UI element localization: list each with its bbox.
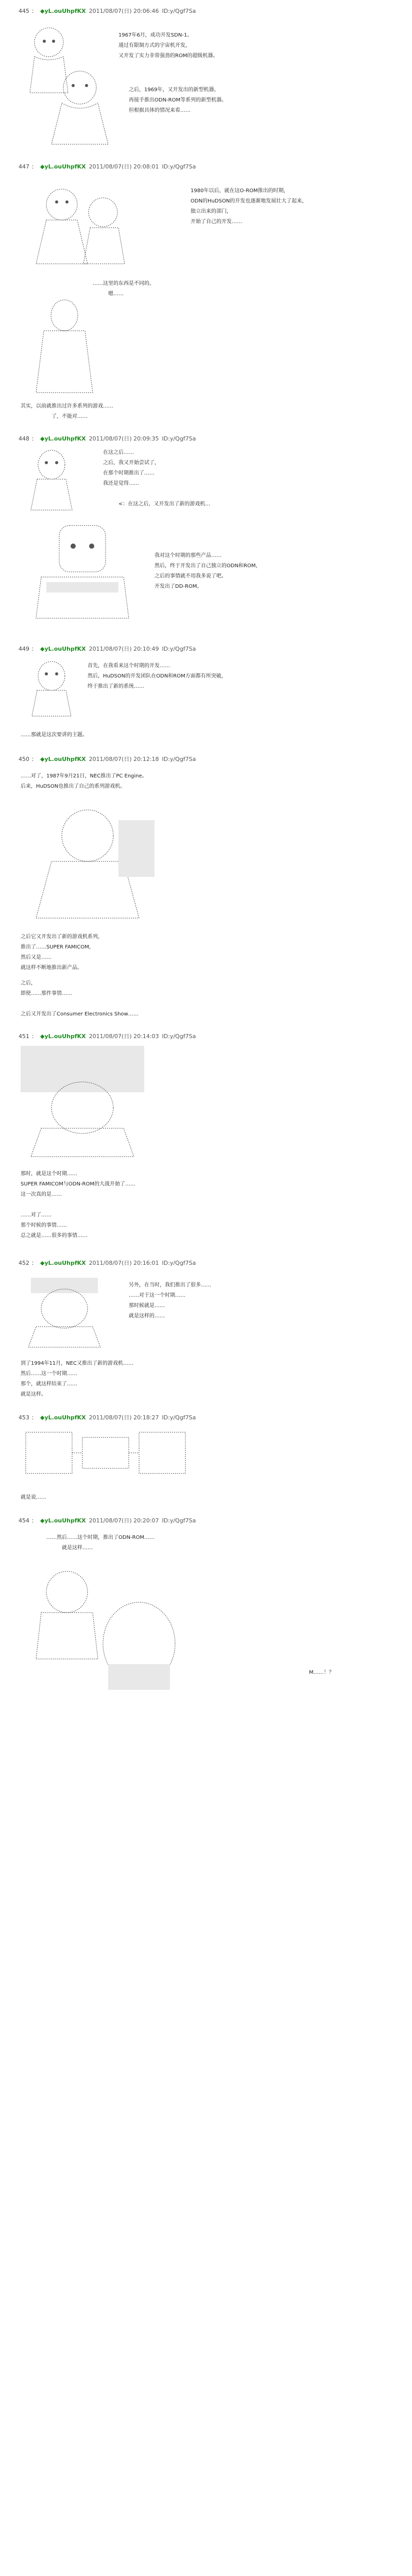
post-line: 然后，终于开发出了自己独立的ODN和ROM， bbox=[154, 563, 261, 569]
post-header: 451 ： ◆yL.ouUhpfKX 2011/08/07(日) 20:14:03 ID:y/Qgf7Sa bbox=[19, 1032, 196, 1040]
author-name[interactable]: ◆yL.ouUhpfKX bbox=[40, 755, 86, 762]
author-name[interactable]: ◆yL.ouUhpfKX bbox=[40, 1259, 86, 1266]
post-line: 1967年6月，成功开发SDN-1。 bbox=[118, 32, 193, 38]
post-line: ……对了…… bbox=[21, 1212, 52, 1218]
final-exclamation: M……！？ bbox=[309, 1670, 334, 1675]
post-line: 再接手推出ODN-ROM等系列的新型机器。 bbox=[129, 97, 227, 103]
post-line: 我对这个时期的那些产品…… bbox=[154, 553, 221, 558]
post-number[interactable]: 454 bbox=[19, 1517, 29, 1524]
ascii-art-scene bbox=[21, 1561, 185, 1695]
post-line: 在那个时期推出了…… bbox=[103, 470, 154, 476]
post-line: 我还是觉得…… bbox=[103, 481, 139, 486]
post-line: 又开发了实力非常强劲的ROM的超级机器。 bbox=[118, 53, 218, 59]
post-id[interactable]: ID:y/Qgf7Sa bbox=[162, 755, 196, 762]
author-name[interactable]: ◆yL.ouUhpfKX bbox=[40, 163, 86, 170]
post-date: 2011/08/07(日) 20:14:03 bbox=[89, 1033, 159, 1040]
post-header: 453 ： ◆yL.ouUhpfKX 2011/08/07(日) 20:18:27 ID:y/Qgf7Sa bbox=[19, 1414, 196, 1421]
post-header: 449 ： ◆yL.ouUhpfKX 2011/08/07(日) 20:10:49 ID:y/Qgf7Sa bbox=[19, 645, 196, 652]
ascii-art-character bbox=[21, 1273, 108, 1350]
post-line: ……然后……这个时期，推出了ODN-ROM…… bbox=[46, 1535, 155, 1540]
post-number[interactable]: 447 bbox=[19, 163, 29, 170]
post-date: 2011/08/07(日) 20:10:49 bbox=[89, 646, 159, 652]
ascii-art-character bbox=[26, 658, 77, 720]
post-line: ……这里的东西是不同的。 bbox=[93, 281, 154, 286]
post-line: 之后， bbox=[21, 980, 36, 986]
post-line: 之后，1969年，又开发出的新型机器， bbox=[129, 87, 219, 93]
post-line: 那个，就这样结束了…… bbox=[21, 1381, 77, 1387]
post-line: SUPER FAMICOM与ODN-ROM的大战开始了…… bbox=[21, 1181, 135, 1187]
post-line: 就这样不断地推出新产品。 bbox=[21, 965, 82, 971]
post-id[interactable]: ID:y/Qgf7Sa bbox=[162, 163, 196, 170]
post-line: 推出了……SUPER FAMICOM， bbox=[21, 944, 94, 950]
post-date: 2011/08/07(日) 20:12:18 bbox=[89, 756, 159, 762]
post-line: 终于推出了新的系统…… bbox=[88, 684, 144, 689]
author-name[interactable]: ◆yL.ouUhpfKX bbox=[40, 1032, 86, 1040]
post-id[interactable]: ID:y/Qgf7Sa bbox=[162, 645, 196, 652]
post-line: 后来，HuDSON也推出了自己的系列游戏机。 bbox=[21, 784, 126, 789]
post-id[interactable]: ID:y/Qgf7Sa bbox=[162, 1032, 196, 1040]
ascii-art-scene bbox=[21, 1046, 144, 1159]
post-line: 但根据具体的情况来看…… bbox=[129, 108, 191, 113]
post-line: 之后又开发出了Consumer Electronics Show…… bbox=[21, 1011, 139, 1017]
post-line: 1980年以后，就在这O-ROM推出的时期， bbox=[191, 188, 289, 194]
post-id[interactable]: ID:y/Qgf7Sa bbox=[162, 435, 196, 442]
post-date: 2011/08/07(日) 20:08:01 bbox=[89, 163, 159, 170]
ascii-art-character bbox=[31, 800, 165, 923]
post-line: <：在这之后，又开发出了新的游戏机… bbox=[118, 501, 211, 507]
post-line: 然后又是…… bbox=[21, 955, 52, 960]
post-id[interactable]: ID:y/Qgf7Sa bbox=[162, 1259, 196, 1266]
post-line: 那个时候的事情…… bbox=[21, 1223, 67, 1228]
post-number[interactable]: 445 bbox=[19, 7, 29, 14]
post-date: 2011/08/07(日) 20:06:46 bbox=[89, 8, 159, 14]
post-line: 了，不能对…… bbox=[52, 414, 88, 419]
author-name[interactable]: ◆yL.ouUhpfKX bbox=[40, 435, 86, 442]
post-id[interactable]: ID:y/Qgf7Sa bbox=[162, 7, 196, 14]
post-date: 2011/08/07(日) 20:16:01 bbox=[89, 1260, 159, 1266]
post-number[interactable]: 449 bbox=[19, 645, 29, 652]
post-line: 那时候就是…… bbox=[129, 1303, 165, 1309]
post-line: ODN的HuDSON的开发也逐渐地发展壮大了起来， bbox=[191, 198, 307, 204]
post-line: 之后它又开发出了新的游戏机系列， bbox=[21, 934, 103, 940]
ascii-art-character bbox=[41, 67, 118, 149]
post-line: 就是这样。 bbox=[21, 1392, 46, 1397]
post-number[interactable]: 453 bbox=[19, 1414, 29, 1421]
author-name[interactable]: ◆yL.ouUhpfKX bbox=[40, 645, 86, 652]
post-header: 448 ： ◆yL.ouUhpfKX 2011/08/07(日) 20:09:35 ID:y/Qgf7Sa bbox=[19, 435, 196, 442]
post-line: 然后，HuDSON的开发团队在ODN和ROM方面都有所突破， bbox=[88, 673, 227, 679]
post-line: 嗯…… bbox=[108, 291, 124, 297]
post-line: 开始了自己的开发…… bbox=[191, 219, 242, 225]
post-line: ……对了，1987年9月21日，NEC推出了PC Engine。 bbox=[21, 773, 147, 779]
post-line: 另外，在当时，我们推出了很多…… bbox=[129, 1282, 211, 1288]
post-line: 然后……这一个时期…… bbox=[21, 1371, 77, 1377]
post-date: 2011/08/07(日) 20:20:07 bbox=[89, 1517, 159, 1524]
post-line: 这一次真的是…… bbox=[21, 1192, 62, 1197]
post-line: 之后，我又开始尝试了， bbox=[103, 460, 160, 466]
author-name[interactable]: ◆yL.ouUhpfKX bbox=[40, 7, 86, 14]
post-line: 即使……那件事情…… bbox=[21, 991, 72, 996]
post-line: 就是这样的…… bbox=[129, 1313, 165, 1319]
ascii-art-character bbox=[31, 181, 129, 269]
ascii-art-character bbox=[26, 448, 77, 515]
post-line: ……那就是这次要讲的主题。 bbox=[21, 732, 88, 738]
post-header: 452 ： ◆yL.ouUhpfKX 2011/08/07(日) 20:16:01 ID:y/Qgf7Sa bbox=[19, 1259, 196, 1266]
post-number[interactable]: 451 bbox=[19, 1032, 29, 1040]
post-line: 就是说…… bbox=[21, 1495, 46, 1500]
post-header: 445 ： ◆yL.ouUhpfKX 2011/08/07(日) 20:06:46 ID:y/Qgf7Sa bbox=[19, 7, 196, 14]
post-id[interactable]: ID:y/Qgf7Sa bbox=[162, 1517, 196, 1524]
post-line: 通过有限制方式的宇宙机开发， bbox=[118, 43, 191, 48]
post-line: ……对于这一个时期…… bbox=[129, 1293, 185, 1298]
post-number[interactable]: 452 bbox=[19, 1259, 29, 1266]
post-line: 总之就是……很多的事情…… bbox=[21, 1233, 88, 1239]
ascii-art-character bbox=[26, 295, 103, 398]
post-line: 其实，以前就推出过许多系列的游戏…… bbox=[21, 403, 113, 409]
post-line: 之后的事情就不用我多说了吧。 bbox=[154, 573, 227, 579]
post-line: 在这之后…… bbox=[103, 450, 134, 455]
ascii-art-character bbox=[31, 520, 134, 623]
post-line: 那时，就是这个时期…… bbox=[21, 1171, 77, 1177]
post-line: 首先，在我看来这个时期的开发…… bbox=[88, 663, 170, 669]
post-number[interactable]: 448 bbox=[19, 435, 29, 442]
post-line: 就是这样…… bbox=[62, 1545, 93, 1551]
post-date: 2011/08/07(日) 20:09:35 bbox=[89, 435, 159, 442]
post-header: 447 ： ◆yL.ouUhpfKX 2011/08/07(日) 20:08:01 ID:y/Qgf7Sa bbox=[19, 163, 196, 170]
post-number[interactable]: 450 bbox=[19, 755, 29, 762]
post-header: 450 ： ◆yL.ouUhpfKX 2011/08/07(日) 20:12:18 ID:y/Qgf7Sa bbox=[19, 755, 196, 762]
post-id[interactable]: ID:y/Qgf7Sa bbox=[162, 1414, 196, 1421]
author-name[interactable]: ◆yL.ouUhpfKX bbox=[40, 1414, 86, 1421]
post-line: 开发出了DD-ROM。 bbox=[154, 584, 202, 589]
post-line: 到了1994年11月，NEC又推出了新的游戏机…… bbox=[21, 1361, 133, 1366]
post-header: 454 ： ◆yL.ouUhpfKX 2011/08/07(日) 20:20:07 ID:y/Qgf7Sa bbox=[19, 1517, 196, 1524]
author-name[interactable]: ◆yL.ouUhpfKX bbox=[40, 1517, 86, 1524]
post-date: 2011/08/07(日) 20:18:27 bbox=[89, 1414, 159, 1421]
post-line: 独立出来的部门， bbox=[191, 209, 232, 214]
ascii-art-diagram bbox=[21, 1427, 191, 1484]
